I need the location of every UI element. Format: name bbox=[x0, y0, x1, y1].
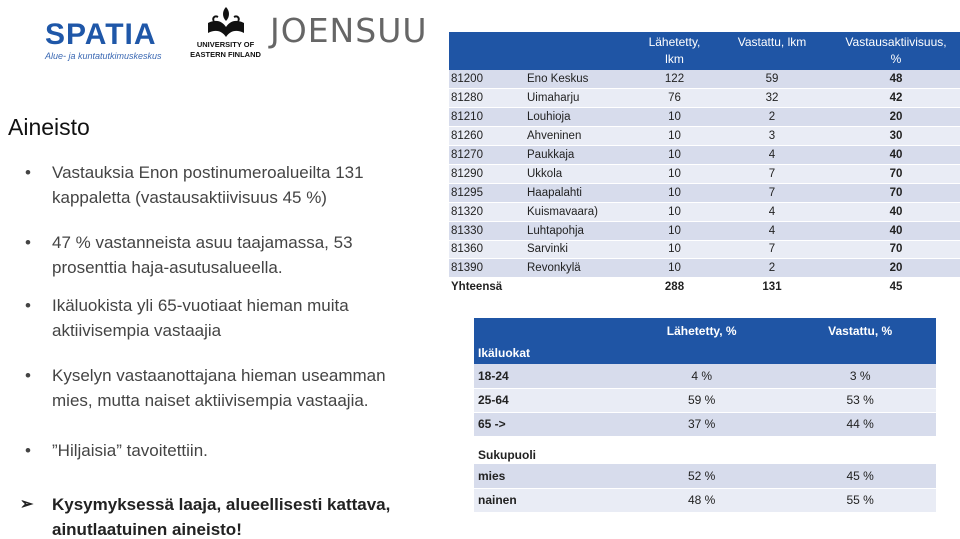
response-rate: 30 bbox=[832, 127, 960, 146]
row-label: nainen bbox=[474, 488, 619, 512]
answered-count: 2 bbox=[712, 259, 832, 278]
total-answered: 131 bbox=[712, 278, 832, 297]
table-row bbox=[449, 108, 960, 127]
bullet-text: 47 % vastanneista asuu taajamassa, 53 bbox=[52, 233, 353, 252]
answered-pct: 3 % bbox=[784, 364, 936, 388]
spatia-logo-subtitle: Alue- ja kuntatutkimuskeskus bbox=[45, 51, 162, 61]
postal-code: 81260 bbox=[449, 127, 527, 146]
header-answered: Vastattu, lkm bbox=[712, 32, 832, 70]
area-name: Kuismavaara) bbox=[527, 202, 637, 221]
row-label: 65 -> bbox=[474, 412, 619, 436]
sent-count: 76 bbox=[637, 89, 712, 108]
header-sent-pct: Lähetetty, % bbox=[619, 318, 784, 364]
table-total-row bbox=[449, 278, 960, 297]
table-row bbox=[474, 488, 936, 512]
response-rate: 70 bbox=[832, 240, 960, 259]
postal-code: 81295 bbox=[449, 183, 527, 202]
postal-code: 81290 bbox=[449, 164, 527, 183]
answered-pct: 45 % bbox=[784, 464, 936, 488]
sent-pct: 4 % bbox=[619, 364, 784, 388]
bullet-text: Kyselyn vastaanottajana hieman useamman bbox=[52, 366, 386, 385]
response-rate: 20 bbox=[832, 259, 960, 278]
bullet-item bbox=[20, 230, 353, 280]
bullet-dot-icon: • bbox=[25, 163, 31, 182]
bullet-dot-icon: • bbox=[25, 441, 31, 460]
table-row bbox=[449, 70, 960, 89]
row-label: 18-24 bbox=[474, 364, 619, 388]
table-row bbox=[449, 164, 960, 183]
answered-count: 7 bbox=[712, 240, 832, 259]
area-name: Revonkylä bbox=[527, 259, 637, 278]
area-name: Louhioja bbox=[527, 108, 637, 127]
sent-count: 10 bbox=[637, 164, 712, 183]
table-header-row bbox=[474, 318, 936, 364]
arrow-bullet-icon: ➢ bbox=[20, 496, 34, 513]
answered-count: 32 bbox=[712, 89, 832, 108]
sent-count: 10 bbox=[637, 221, 712, 240]
sent-count: 10 bbox=[637, 127, 712, 146]
answered-pct: 44 % bbox=[784, 412, 936, 436]
postal-code: 81330 bbox=[449, 221, 527, 240]
area-name: Luhtapohja bbox=[527, 221, 637, 240]
sent-count: 122 bbox=[637, 70, 712, 89]
postal-area-table bbox=[449, 32, 960, 297]
bullet-text: aktiivisempia vastaajia bbox=[52, 321, 222, 340]
answered-count: 7 bbox=[712, 183, 832, 202]
table-row bbox=[449, 127, 960, 146]
table-row bbox=[449, 259, 960, 278]
sent-count: 10 bbox=[637, 240, 712, 259]
response-rate: 48 bbox=[832, 70, 960, 89]
joensuu-logo bbox=[270, 10, 428, 52]
total-sent: 288 bbox=[637, 278, 712, 297]
sent-pct: 52 % bbox=[619, 464, 784, 488]
total-rate: 45 bbox=[832, 278, 960, 297]
postal-code: 81270 bbox=[449, 146, 527, 165]
header-rate: Vastausaktiivisuus, % bbox=[832, 32, 960, 70]
answered-pct: 53 % bbox=[784, 388, 936, 412]
answered-count: 4 bbox=[712, 146, 832, 165]
bullet-text: kappaletta (vastausaktiivisuus 45 %) bbox=[52, 188, 327, 207]
response-rate: 70 bbox=[832, 164, 960, 183]
answered-pct: 55 % bbox=[784, 488, 936, 512]
response-rate: 42 bbox=[832, 89, 960, 108]
table-row bbox=[474, 364, 936, 388]
bullet-dot-icon: • bbox=[25, 296, 31, 315]
postal-code: 81320 bbox=[449, 202, 527, 221]
postal-code: 81390 bbox=[449, 259, 527, 278]
bullet-text: Vastauksia Enon postinumeroalueilta 131 bbox=[52, 163, 364, 182]
area-name: Paukkaja bbox=[527, 146, 637, 165]
bullet-text: prosenttia haja-asutusalueella. bbox=[52, 258, 283, 277]
bullet-dot-icon: • bbox=[25, 366, 31, 385]
bullet-text: ainutlaatuinen aineisto! bbox=[52, 520, 242, 539]
response-rate: 40 bbox=[832, 202, 960, 221]
answered-count: 4 bbox=[712, 221, 832, 240]
area-name: Eno Keskus bbox=[527, 70, 637, 89]
bullet-text: ”Hiljaisia” tavoitettiin. bbox=[52, 441, 208, 460]
sent-count: 10 bbox=[637, 183, 712, 202]
response-rate: 70 bbox=[832, 183, 960, 202]
uef-logo bbox=[188, 3, 263, 61]
table-row bbox=[474, 388, 936, 412]
answered-count: 7 bbox=[712, 164, 832, 183]
area-name: Ukkola bbox=[527, 164, 637, 183]
uef-logo-line1: UNIVERSITY OF bbox=[196, 40, 255, 49]
answered-count: 2 bbox=[712, 108, 832, 127]
total-label: Yhteensä bbox=[449, 278, 527, 297]
response-rate: 20 bbox=[832, 108, 960, 127]
bullet-item bbox=[20, 160, 364, 210]
sent-pct: 37 % bbox=[619, 412, 784, 436]
demographics-table bbox=[474, 318, 936, 513]
table-header-row bbox=[449, 32, 960, 70]
postal-code: 81210 bbox=[449, 108, 527, 127]
table-row bbox=[449, 221, 960, 240]
bullet-text: Ikäluokista yli 65-vuotiaat hieman muita bbox=[52, 296, 349, 315]
row-label: 25-64 bbox=[474, 388, 619, 412]
bullet-item-highlight bbox=[20, 492, 390, 539]
sent-count: 10 bbox=[637, 202, 712, 221]
area-name: Sarvinki bbox=[527, 240, 637, 259]
answered-count: 59 bbox=[712, 70, 832, 89]
postal-code: 81360 bbox=[449, 240, 527, 259]
table-row bbox=[474, 464, 936, 488]
group-row-gender bbox=[474, 436, 936, 464]
uef-logo-line2: EASTERN FINLAND bbox=[190, 50, 261, 59]
table-row bbox=[449, 89, 960, 108]
uef-book-icon bbox=[204, 3, 248, 39]
header-age-groups: Ikäluokat bbox=[474, 318, 619, 364]
table-row bbox=[449, 240, 960, 259]
response-rate: 40 bbox=[832, 146, 960, 165]
table-row bbox=[449, 183, 960, 202]
bullet-dot-icon: • bbox=[25, 233, 31, 252]
sent-count: 10 bbox=[637, 259, 712, 278]
header-sent: Lähetetty, lkm bbox=[637, 32, 712, 70]
postal-code: 81200 bbox=[449, 70, 527, 89]
answered-count: 4 bbox=[712, 202, 832, 221]
area-name: Uimaharju bbox=[527, 89, 637, 108]
spatia-logo bbox=[45, 20, 170, 60]
sent-pct: 59 % bbox=[619, 388, 784, 412]
bullet-item bbox=[20, 363, 386, 413]
sent-pct: 48 % bbox=[619, 488, 784, 512]
area-name: Haapalahti bbox=[527, 183, 637, 202]
sent-count: 10 bbox=[637, 146, 712, 165]
joensuu-logo-word: JOENSUU bbox=[270, 11, 428, 50]
bullet-text: Kysymyksessä laaja, alueellisesti kattava, bbox=[52, 495, 391, 514]
bullet-text: mies, mutta naiset aktiivisempia vastaajia. bbox=[52, 391, 369, 410]
row-label: mies bbox=[474, 464, 619, 488]
group-label-gender: Sukupuoli bbox=[474, 436, 936, 464]
spatia-logo-word: SPATIA bbox=[45, 18, 157, 51]
sent-count: 10 bbox=[637, 108, 712, 127]
answered-count: 3 bbox=[712, 127, 832, 146]
response-rate: 40 bbox=[832, 221, 960, 240]
bullet-item bbox=[20, 438, 208, 463]
postal-code: 81280 bbox=[449, 89, 527, 108]
area-name: Ahveninen bbox=[527, 127, 637, 146]
bullet-item bbox=[20, 293, 349, 343]
table-row bbox=[449, 202, 960, 221]
table-row bbox=[474, 412, 936, 436]
slide-title: Aineisto bbox=[8, 114, 90, 140]
header-answered-pct: Vastattu, % bbox=[784, 318, 936, 364]
table-row bbox=[449, 146, 960, 165]
